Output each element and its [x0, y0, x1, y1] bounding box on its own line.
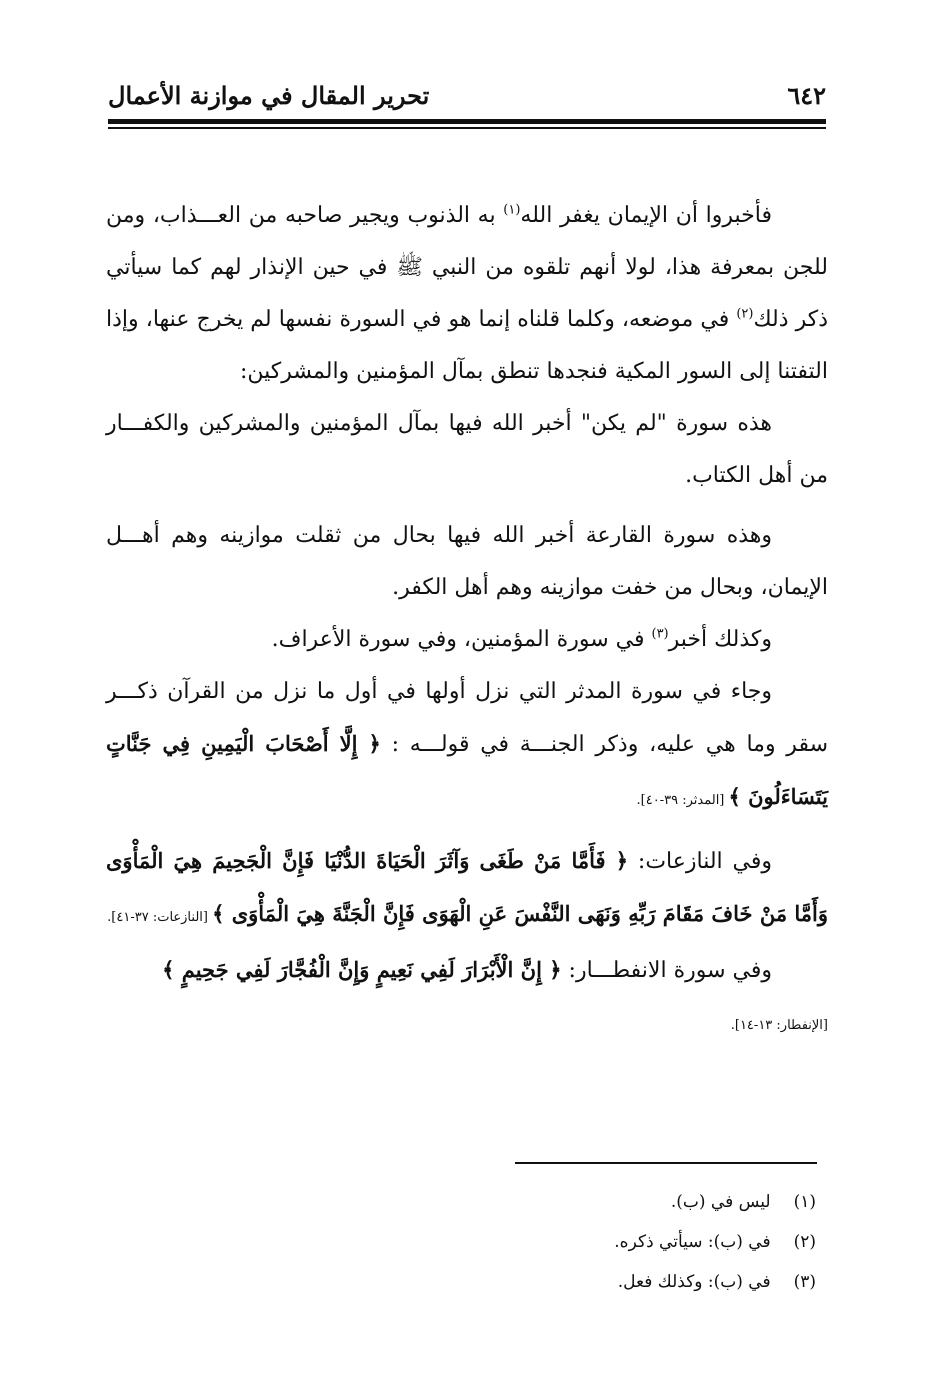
footnote-text: ليس في (ب).: [670, 1192, 771, 1212]
paragraph-text: وفي سورة الانفطـــار:: [561, 958, 772, 983]
verse-citation: [الإنفطار: ١٣-١٤].: [730, 1018, 828, 1033]
page-header: [108, 78, 826, 114]
paragraph-text: هذه سورة "لم يكن" أخبر الله فيها بمآل المؤمنين والمشركين والكفـــار من أهل الكتاب.: [106, 411, 828, 488]
quran-verse: ﴿ إِلَّا أَصْحَابَ الْيَمِينِ فِي جَنَّاتٍ يَتَسَاءَلُونَ ﴾: [106, 731, 828, 809]
paragraph-text: فأخبروا أن الإيمان يغفر الله: [520, 203, 772, 228]
paragraph-text: وجاء في سورة المدثر التي نزل أولها في أول ما نزل من القرآن ذكـــر سقر وما هي عليه، وذكر الجنـــة في قولـــه :: [106, 679, 829, 757]
paragraph: [106, 835, 828, 944]
paragraph-text: في سورة المؤمنين، وفي سورة الأعراف.: [271, 627, 652, 652]
footnote-number: (٢): [793, 1232, 816, 1252]
footnote: [108, 1222, 816, 1262]
paragraph: [106, 510, 828, 614]
paragraph-text: وهذه سورة القارعة أخبر الله فيها بحال من ثقلت موازينه وهم أهـــل الإيمان، وبحال من خفت موازينه وهم أهل الكفر.: [106, 523, 828, 600]
paragraph-text: في موضعه، وكلما قلناه إنما هو في السورة نفسها لم يخرج عنها، وإذا التفتنا إلى السور المكية فنجدها تنطق بمآل المؤمنين والمشركين:: [106, 307, 828, 384]
verse-citation: [النازعات: ٣٧-٤١].: [107, 910, 213, 925]
main-text: [106, 190, 828, 1052]
paragraph: [106, 614, 828, 666]
page-number: ٦٤٢: [787, 81, 826, 110]
paragraph-text: وفي النازعات:: [628, 849, 772, 874]
quran-verse: ﴿ فَأَمَّا مَنْ طَغَى وَآثَرَ الْحَيَاةَ الدُّنْيَا فَإِنَّ الْجَحِيمَ هِيَ الْمَأْوَى وَأَمَّا مَنْ خَافَ مَقَامَ رَبِّهِ وَنَهَى النَّفْسَ عَنِ الْهَوَى فَإِنَّ الْجَنَّةَ هِيَ الْمَأْوَى ﴾: [106, 848, 828, 926]
paragraph: [106, 666, 828, 827]
footnote-number: (٣): [793, 1272, 816, 1292]
footnote-text: في (ب): سيأتي ذكره.: [614, 1232, 771, 1252]
paragraph-text: به الذنوب ويجير صاحبه من العـــذاب، ومن للجن بمعرفة هذا، لولا أنهم تلقوه من النبي ﷺ في حين الإنذار لهم كما سيأتي ذكر ذلك: [106, 203, 828, 332]
footnotes: [108, 1182, 816, 1302]
header-rule-thin: [108, 127, 826, 129]
footnote: [108, 1262, 816, 1302]
verse-citation: [المدثر: ٣٩-٤٠].: [636, 793, 729, 808]
paragraph: [106, 190, 828, 398]
quran-verse: ﴿ إِنَّ الْأَبْرَارَ لَفِي نَعِيمٍ وَإِنَّ الْفُجَّارَ لَفِي جَحِيمٍ ﴾: [162, 957, 562, 982]
footnote-number: (١): [793, 1192, 816, 1212]
footnote-ref: (٢): [736, 306, 754, 322]
paragraph: [106, 398, 828, 502]
footnote-ref: (١): [503, 202, 521, 218]
footnote: [108, 1182, 816, 1222]
paragraph: [106, 944, 828, 1052]
footnote-separator: [515, 1162, 817, 1164]
footnote-ref: (٣): [651, 626, 669, 642]
running-title: تحرير المقال في موازنة الأعمال: [108, 81, 430, 110]
footnote-text: في (ب): وكذلك فعل.: [617, 1272, 771, 1292]
header-rule-thick: [108, 119, 826, 124]
paragraph-text: وكذلك أخبر: [668, 627, 772, 652]
